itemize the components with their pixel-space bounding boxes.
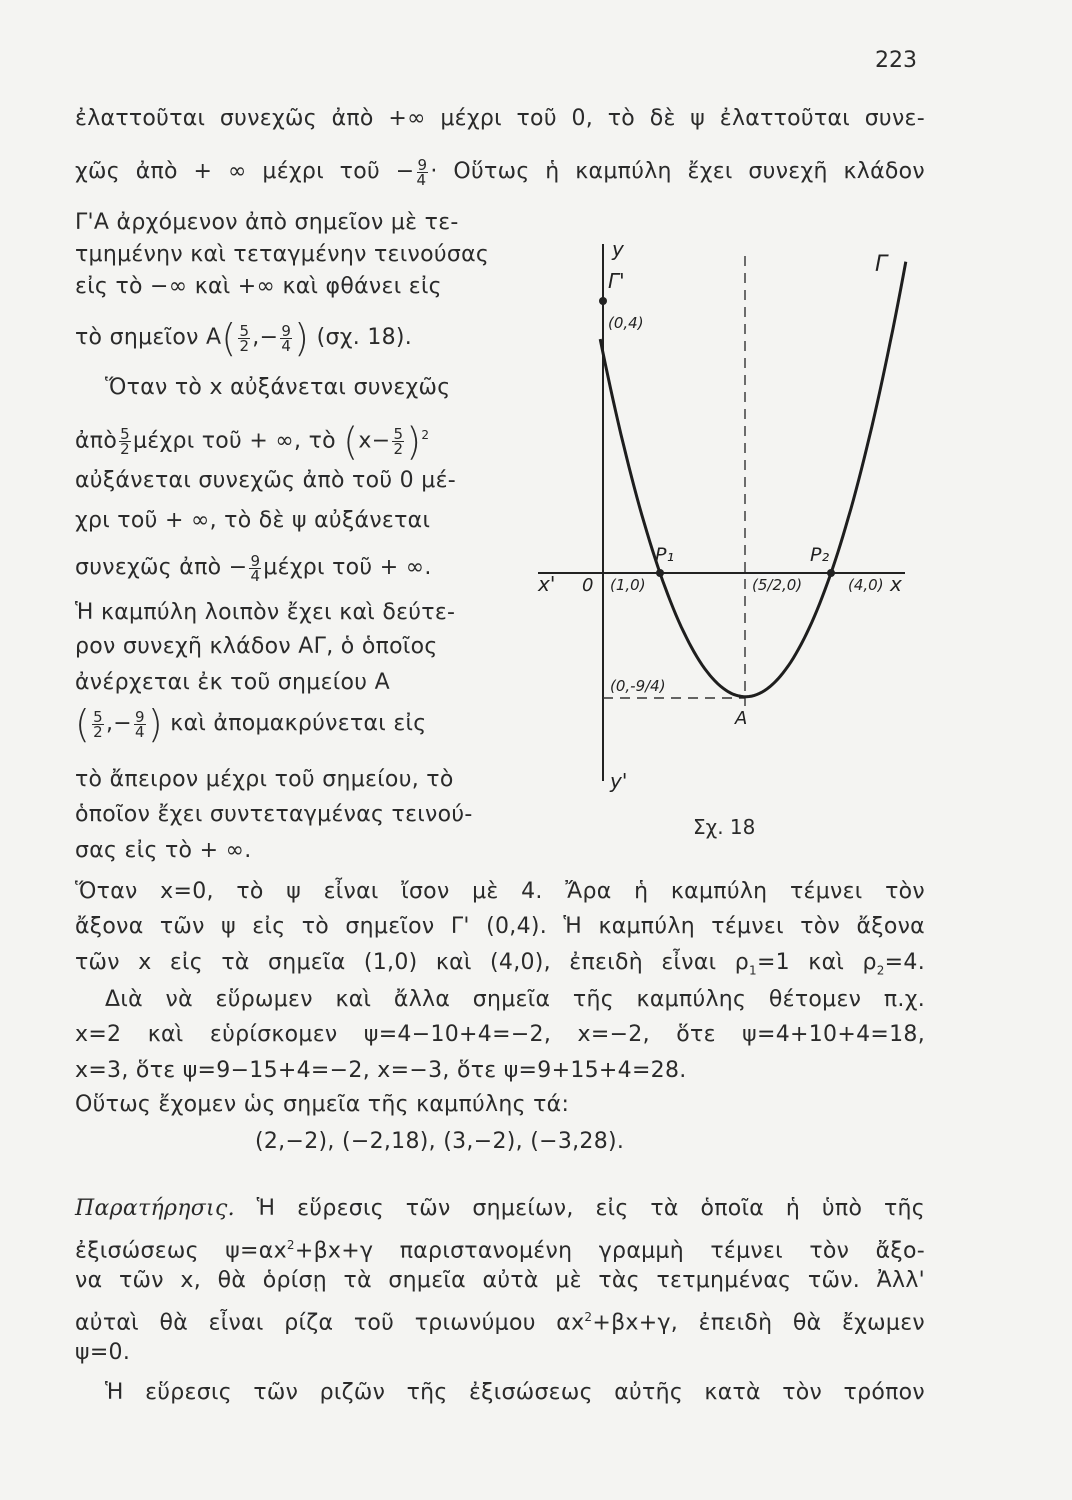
text-line: ἀνέρχεται ἐκ τοῦ σημείου Α: [75, 670, 390, 695]
text-line: (2,−2), (−2,18), (3,−2), (−3,28).: [255, 1129, 625, 1154]
text-line: Οὕτως ἔχομεν ὡς σημεῖα τῆς καμπύλης τά:: [75, 1092, 570, 1117]
label-gamma: Γ: [875, 252, 888, 277]
label-p1: P₁: [655, 544, 675, 566]
text-line: Γ'Α ἀρχόμενον ἀπὸ σημεῖον μὲ τε-: [75, 210, 459, 235]
text-line: Ὅταν τὸ x αὐξάνεται συνεχῶς: [105, 375, 451, 400]
text-line: x=3, ὅτε ψ=9−15+4=−2, x=−3, ὅτε ψ=9+15+4=28.: [75, 1058, 687, 1083]
text-line: ἀπὸ $\frac{5}{2}$ μέχρι τοῦ + ∞, τὸ (x− $\frac{5}{2}$ )$^2$: [75, 419, 430, 464]
point-p1: [656, 569, 664, 577]
point-p2: [827, 569, 835, 577]
figure-18-parabola: [530, 236, 920, 816]
text-line: σας εἰς τὸ + ∞.: [75, 838, 252, 863]
text-line: τμημένην καὶ τεταγμένην τεινούσας: [75, 242, 490, 267]
text-line: ἄξονα τῶν ψ εἰς τὸ σημεῖον Γ' (0,4). Ἡ καμπύλη τέμνει τὸν ἄξονα: [75, 914, 925, 939]
text-line: Διὰ νὰ εὕρωμεν καὶ ἄλλα σημεῖα τῆς καμπύλης θέτομεν π.χ.: [105, 987, 925, 1012]
label-x: x: [890, 572, 902, 596]
text-line: Ἡ καμπύλη λοιπὸν ἔχει καὶ δεύτε-: [75, 600, 456, 625]
label-c-point: (0,4): [608, 314, 644, 332]
text-line: αὐταὶ θὰ εἶναι ρίζα τοῦ τριωνύμου $\alpha x^2+\beta x+\gamma$, ἐπειδὴ θὰ ἔχωμεν: [75, 1310, 925, 1336]
parabola-graph: [530, 236, 920, 816]
label-p2-coord: (4,0): [848, 576, 884, 594]
text-line: ἐξισώσεως $\psi=\alpha x^2+\beta x+\gamma$ παριστανομένη γραμμὴ τέμνει τὸν ἄξο-: [75, 1238, 925, 1264]
text-line: τῶν x εἰς τὰ σημεῖα (1,0) καὶ (4,0), ἐπειδὴ εἶναι $\rho_1=1$ καὶ $\rho_2=4$.: [75, 950, 925, 978]
parabola-curve: [600, 262, 906, 697]
text-line: ρον συνεχῆ κλάδον ΑΓ, ὁ ὁποῖος: [75, 634, 438, 659]
text-line: ( $\frac{5}{2}$ ,− $\frac{9}{4}$ ) καὶ ἀπομακρύνεται εἰς: [75, 702, 427, 746]
text-line: x=2 καὶ εὑρίσκομεν ψ=4−10+4=−2, x=−2, ὅτε ψ=4+10+4=18,: [75, 1022, 925, 1047]
label-x-neg: x': [538, 572, 556, 596]
text-line: τὸ ἄπειρον μέχρι τοῦ σημείου, τὸ: [75, 767, 454, 792]
text-line: χρι τοῦ + ∞, τὸ δὲ ψ αὐξάνεται: [75, 508, 431, 533]
point-gamma-prime: [599, 297, 607, 305]
text-line: ὁποῖον ἔχει συντεταγμένας τεινού-: [75, 802, 473, 827]
text-line: χῶς ἀπὸ + ∞ μέχρι τοῦ − $\frac{9}{4}$ · Οὕτως ἡ καμπύλη ἔχει συνεχῆ κλάδον: [75, 155, 925, 189]
text-line: εἰς τὸ −∞ καὶ +∞ καὶ φθάνει εἰς: [75, 274, 442, 299]
text-line: συνεχῶς ἀπὸ − $\frac{9}{4}$ μέχρι τοῦ + ∞.: [75, 551, 432, 585]
label-origin: 0: [582, 575, 594, 596]
figure-caption: Σχ. 18: [693, 815, 756, 839]
text-line: Ὅταν x=0, τὸ ψ εἶναι ἴσον μὲ 4. Ἄρα ἡ καμπύλη τέμνει τὸν: [75, 879, 925, 904]
text-line: αὐξάνεται συνεχῶς ἀπὸ τοῦ 0 μέ-: [75, 468, 457, 493]
text-line: Ἡ εὕρεσις τῶν ριζῶν τῆς ἐξισώσεως αὐτῆς κατὰ τὸν τρόπον: [105, 1380, 925, 1405]
page-number: 223: [875, 48, 917, 73]
label-p2: P₂: [810, 544, 830, 566]
text-line: τὸ σημεῖον Α( $\frac{5}{2}$ ,− $\frac{9}{4}$ ) (σχ. 18).: [75, 316, 413, 360]
text-line: Παρατήρησις. Ἡ εὕρεσις τῶν σημείων, εἰς τὰ ὁποῖα ἡ ὑπὸ τῆς: [75, 1196, 926, 1221]
label-mid-coord: (5/2,0): [752, 576, 803, 594]
remark-heading: Παρατήρησις.: [75, 1196, 235, 1221]
label-vertex-a: A: [735, 708, 748, 729]
label-vertex-coord: (0,-9/4): [610, 677, 666, 695]
label-y: y: [612, 237, 624, 261]
label-gamma-prime: Γ': [608, 269, 625, 293]
label-y-neg: y': [610, 769, 628, 793]
fraction: $\frac{9}{4}$: [416, 155, 428, 189]
text-line: ψ=0.: [75, 1340, 131, 1365]
text-line: ἐλαττοῦται συνεχῶς ἀπὸ +∞ μέχρι τοῦ 0, τὸ δὲ ψ ἐλαττοῦται συνε-: [75, 106, 925, 131]
label-p1-coord: (1,0): [610, 576, 646, 594]
text-line: να τῶν x, θὰ ὁρίσῃ τὰ σημεῖα αὐτὰ μὲ τὰς τετμημένας τῶν. Ἀλλ': [75, 1268, 925, 1293]
